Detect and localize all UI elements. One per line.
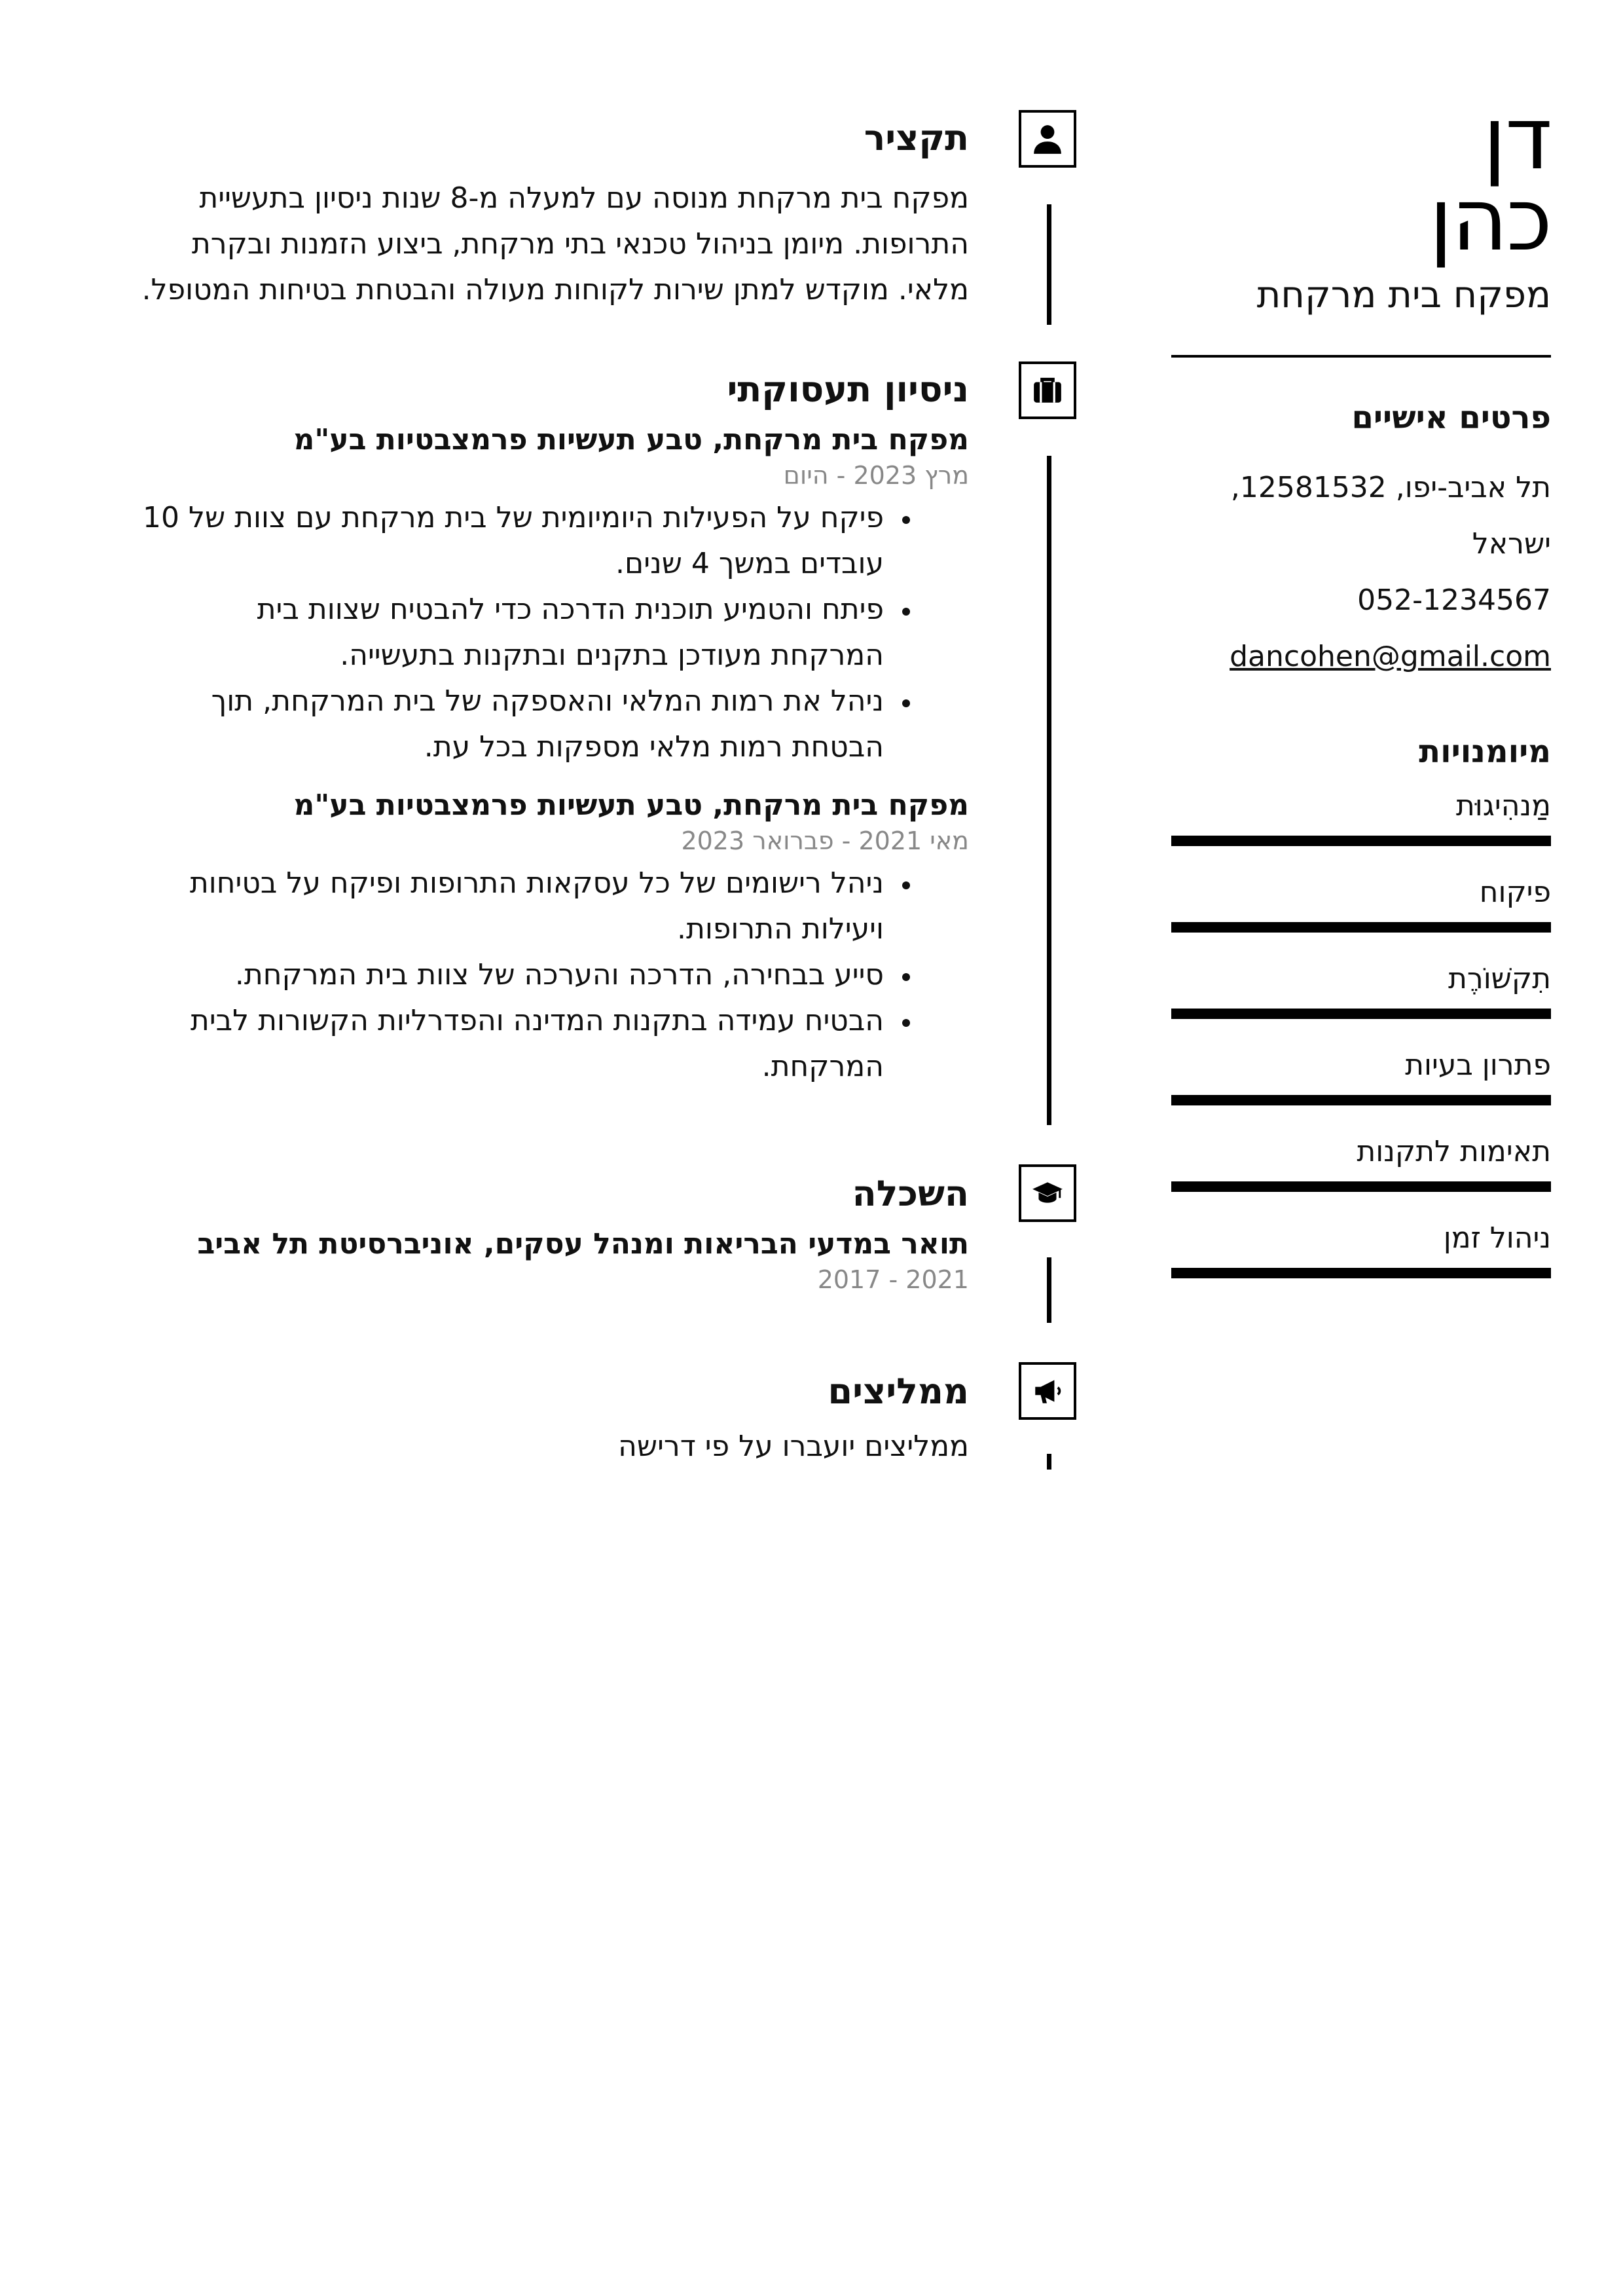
education-section	[137, 1171, 969, 1299]
skill-level-fill	[1171, 1009, 1551, 1019]
job-bullet: • ניהל רישומים של כל עסקאות התרופות ופיקח על בטיחות ויעילות התרופות.	[137, 861, 890, 952]
job-bullets	[137, 495, 969, 770]
skill-level-fill	[1171, 922, 1551, 933]
education-dates: 2021 - 2017	[817, 1265, 969, 1294]
full-name	[1171, 88, 1551, 270]
skill-level-fill	[1171, 1095, 1551, 1105]
education-degree: תואר במדעי הבריאות ומנהל עסקים, אוניברסיטת תל אביב	[197, 1227, 969, 1261]
references-text: ממליצים יועברו על פי דרישה	[618, 1430, 969, 1463]
person-icon	[1031, 122, 1064, 155]
job-bullet: • ניהל את רמות המלאי והאספקה של בית המרקחת, תוך הבטחת רמות מלאי מספקות בכל עת.	[137, 678, 890, 770]
skill-item	[1171, 1045, 1551, 1105]
briefcase-icon	[1031, 374, 1064, 407]
timeline-line	[1047, 1454, 1051, 1470]
experience-heading: ניסיון תעסוקתי	[727, 369, 969, 410]
sidebar-divider	[1171, 355, 1551, 358]
job-bullets	[137, 861, 969, 1090]
job-dates: מרץ 2023 - היום	[783, 461, 969, 490]
experience-section-icon	[1019, 361, 1076, 419]
skill-level-bar	[1171, 1268, 1551, 1278]
references-section	[137, 1369, 969, 1470]
skill-level-bar	[1171, 1181, 1551, 1192]
skill-level-fill	[1171, 836, 1551, 846]
job-bullet: • פיקח על הפעילות היומיומית של בית מרקחת עם צוות של 10 עובדים במשך 4 שנים.	[137, 495, 890, 587]
summary-heading: תקציר	[864, 117, 969, 158]
megaphone-icon	[1031, 1375, 1064, 1407]
skill-level-bar	[1171, 836, 1551, 846]
skill-item	[1171, 872, 1551, 933]
education-heading: השכלה	[852, 1173, 969, 1214]
skill-level-fill	[1171, 1268, 1551, 1278]
references-heading: ממליצים	[828, 1371, 969, 1412]
phone-text: 052-1234567	[1357, 583, 1551, 617]
education-section-icon	[1019, 1164, 1076, 1222]
skill-item	[1171, 1132, 1551, 1192]
summary-section	[137, 115, 969, 313]
address-text: תל אביב-יפו, 12581532, ישראל	[1230, 471, 1551, 561]
skill-label: פתרון בעיות	[1405, 1048, 1551, 1082]
skill-label: תִקשׁוֹרֶת	[1448, 962, 1551, 995]
summary-section-icon	[1019, 110, 1076, 168]
job-title: מפקח בית מרקחת	[1256, 274, 1551, 316]
job-title-company: מפקח בית מרקחת, טבע תעשיות פרמצבטיות בע"מ	[293, 788, 969, 822]
last-name: כהן	[1429, 170, 1551, 270]
email-link[interactable]	[1171, 629, 1551, 685]
skills-heading: מיומנויות	[1419, 733, 1551, 770]
skill-label: מַנהִיגוּת	[1455, 789, 1551, 823]
timeline-line	[1047, 204, 1051, 325]
timeline-line	[1047, 1257, 1051, 1323]
skill-level-fill	[1171, 1181, 1551, 1192]
skill-item	[1171, 959, 1551, 1019]
skill-item	[1171, 1218, 1551, 1278]
sidebar	[1171, 88, 1551, 1305]
experience-section	[137, 367, 969, 1107]
job-entry	[137, 787, 969, 1090]
job-bullet: • הבטיח עמידה בתקנות המדינה והפדרליות הקשורות לבית המרקחת.	[137, 998, 890, 1090]
skills-list	[1171, 786, 1551, 1278]
graduation-cap-icon	[1031, 1177, 1064, 1210]
job-entry	[137, 422, 969, 770]
first-name: דן	[1482, 88, 1551, 189]
skill-label: פיקוח	[1479, 876, 1551, 909]
job-title-company: מפקח בית מרקחת, טבע תעשיות פרמצבטיות בע"מ	[293, 423, 969, 456]
skill-label: תאימות לתקנות	[1357, 1135, 1551, 1168]
job-bullet: • סייע בבחירה, הדרכה והערכה של צוות בית המרקחת.	[137, 952, 890, 998]
skill-level-bar	[1171, 1009, 1551, 1019]
email-text[interactable]: dancohen@gmail.com	[1230, 640, 1551, 673]
job-dates: מאי 2021 - פברואר 2023	[681, 826, 969, 855]
skill-level-bar	[1171, 922, 1551, 933]
references-section-icon	[1019, 1362, 1076, 1420]
timeline-line	[1047, 456, 1051, 1125]
skill-level-bar	[1171, 1095, 1551, 1105]
summary-text: מפקח בית מרקחת מנוסה עם למעלה מ-8 שנות ניסיון בתעשיית התרופות. מיומן בניהול טכנאי בתי מרקחת, ביצוע הזמנות ובקרת מלאי. מוקדש למתן שירות לקוחות מעולה והבטחת בטיחות המטופל.	[141, 181, 969, 306]
job-bullet: • פיתח והטמיע תוכנית הדרכה כדי להבטיח שצוות בית המרקחת מעודכן בתקנים ובתקנות בתעשייה.	[137, 587, 890, 678]
personal-details-heading: פרטים אישיים	[1351, 399, 1551, 436]
skill-label: ניהול זמן	[1443, 1221, 1551, 1255]
skill-item	[1171, 786, 1551, 846]
